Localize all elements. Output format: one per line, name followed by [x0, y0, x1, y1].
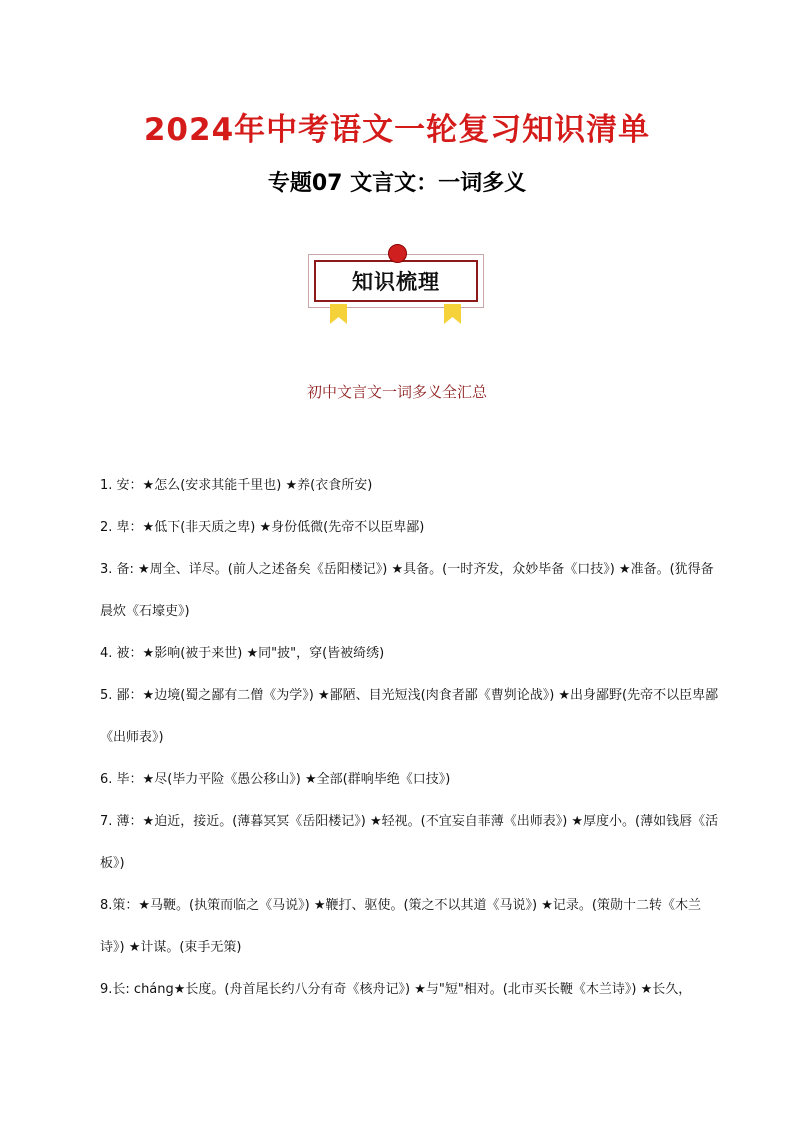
list-item: 9.长: cháng★长度。(舟首尾长约八分有奇《核舟记》) ★与"短"相对。(北市买长鞭《木兰诗》) ★长久， — [100, 982, 692, 997]
list-item: 1. 安：★怎么(安求其能千里也) ★养(衣食所安) — [100, 478, 373, 493]
entry-list — [100, 465, 722, 1011]
badge-label: 知识梳理 — [352, 270, 440, 294]
document-title: 2024年中考语文一轮复习知识清单 — [143, 112, 651, 148]
pin-icon — [388, 244, 407, 263]
list-item: 7. 薄：★迫近，接近。(薄暮冥冥《岳阳楼记》) ★轻视。(不宜妄自菲薄《出师表》) ★厚度小。(薄如钱唇《活板》) — [100, 814, 719, 871]
ribbon-icon — [444, 304, 461, 324]
ribbon-icon — [330, 304, 347, 324]
list-item: 8.策：★马鞭。(执策而临之《马说》) ★鞭打、驱使。(策之不以其道《马说》) ★记录。(策勋十二转《木兰诗》) ★计谋。(束手无策) — [100, 898, 701, 955]
list-item: 2. 卑：★低下(非天质之卑) ★身份低微(先帝不以臣卑鄙) — [100, 520, 425, 535]
list-item: 6. 毕：★尽(毕力平险《愚公移山》) ★全部(群响毕绝《口技》) — [100, 772, 451, 787]
document-subtitle: 专题07 文言文：一词多义 — [267, 171, 527, 196]
list-item: 3. 备: ★周全、详尽。(前人之述备矣《岳阳楼记》) ★具备。(一时齐发，众妙毕备《口技》) ★准备。(犹得备晨炊《石壕吏》) — [100, 562, 714, 619]
list-item: 4. 被：★影响(被于来世) ★同"披"，穿(皆被绮绣) — [100, 646, 385, 661]
section-heading: 初中文言文一词多义全汇总 — [306, 383, 487, 401]
section-badge — [308, 244, 484, 326]
list-item: 5. 鄙：★边境(蜀之鄙有二僧《为学》) ★鄙陋、目光短浅(肉食者鄙《曹刿论战》) ★出身鄙野(先帝不以臣卑鄙《出师表》) — [100, 688, 719, 745]
